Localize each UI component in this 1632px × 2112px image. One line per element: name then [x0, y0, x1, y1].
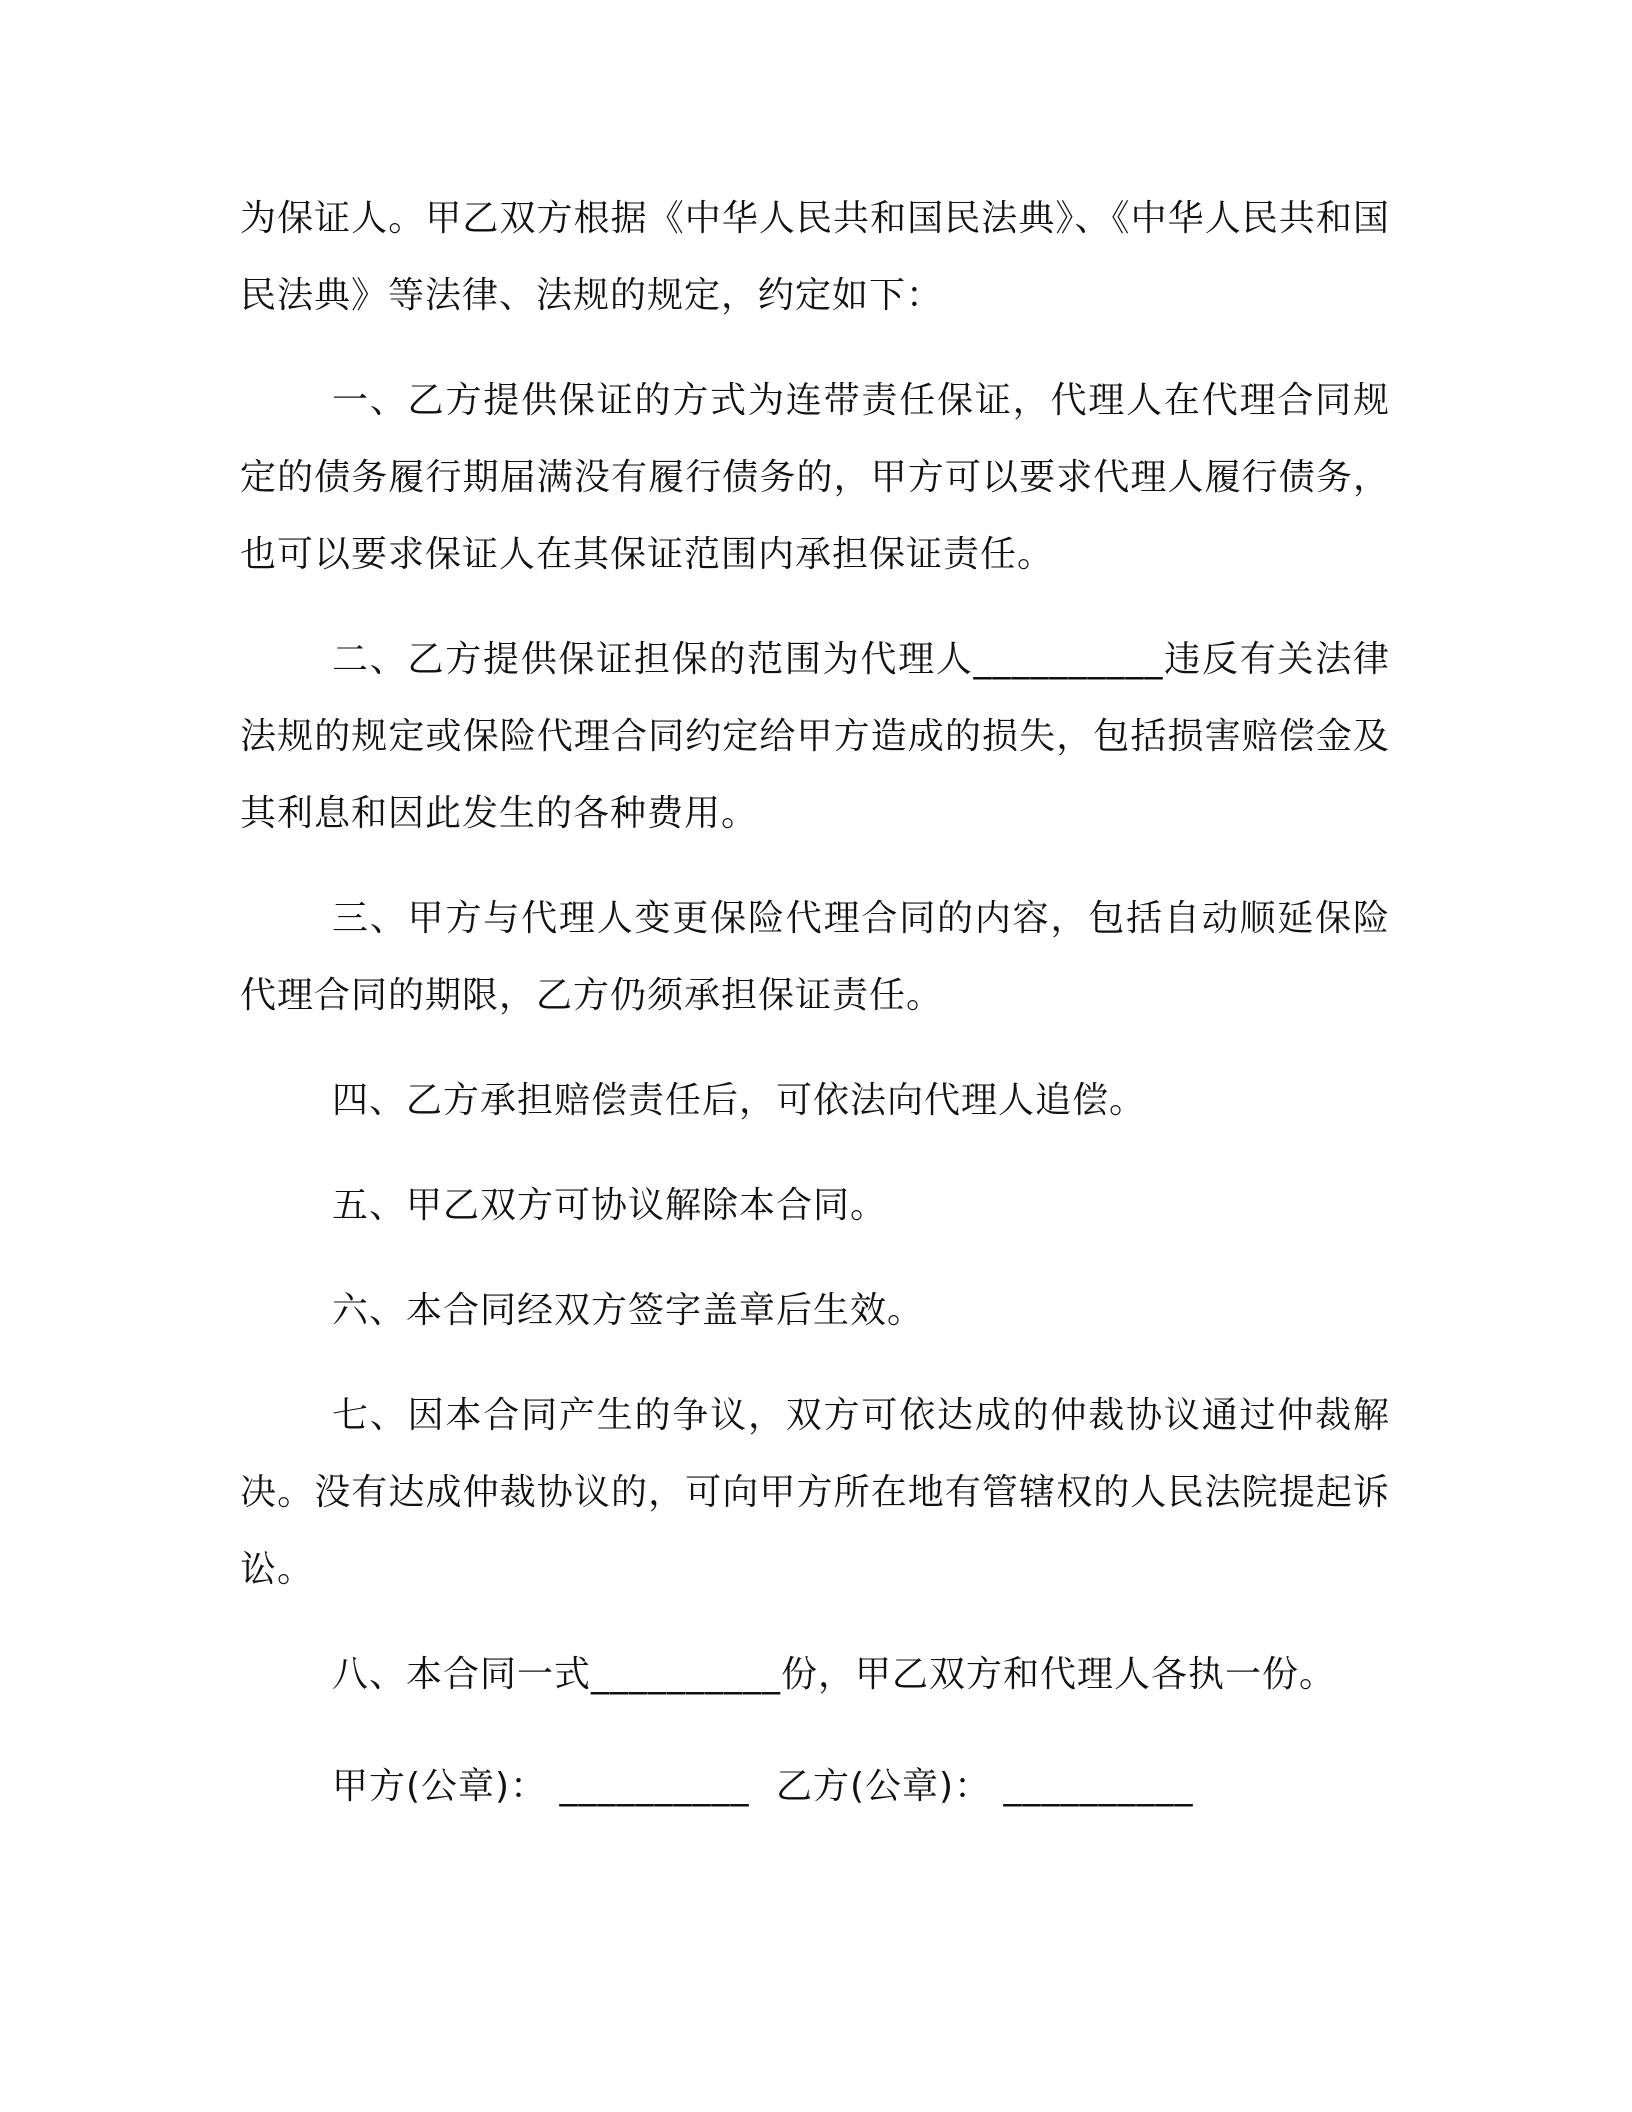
party-b-blank: __________	[1003, 1766, 1194, 1807]
party-b-label: 乙方(公章)：	[776, 1766, 992, 1807]
clause-4: 四、乙方承担赔偿责任后，可依法向代理人追偿。	[332, 1080, 1147, 1121]
party-a-blank: __________	[559, 1766, 750, 1807]
clause-6: 六、本合同经双方签字盖章后生效。	[332, 1290, 925, 1331]
clause-2: 二、乙方提供保证担保的范围为代理人__________违反有关法律法规的规定或保险代理合同约定给甲方造成的损失，包括损害赔偿金及其利息和因此发生的各种费用。	[240, 639, 1390, 834]
document-body	[240, 180, 1390, 1713]
clause-3: 三、甲方与代理人变更保险代理合同的内容，包括自动顺延保险代理合同的期限，乙方仍须承担保证责任。	[240, 898, 1390, 1016]
signature-line	[332, 1748, 1194, 1825]
clause-7: 七、因本合同产生的争议，双方可依达成的仲裁协议通过仲裁解决。没有达成仲裁协议的，可向甲方所在地有管辖权的人民法院提起诉讼。	[240, 1395, 1390, 1590]
clause-1: 一、乙方提供保证的方式为连带责任保证，代理人在代理合同规定的债务履行期届满没有履行债务的，甲方可以要求代理人履行债务，也可以要求保证人在其保证范围内承担保证责任。	[240, 380, 1390, 575]
intro-paragraph: 为保证人。甲乙双方根据《中华人民共和国民法典》、《中华人民共和国民法典》等法律、法规的规定，约定如下：	[240, 198, 1390, 316]
party-a-label: 甲方(公章)：	[332, 1766, 548, 1807]
clause-5: 五、甲乙双方可协议解除本合同。	[332, 1185, 888, 1226]
clause-8: 八、本合同一式__________份，甲乙双方和代理人各执一份。	[332, 1654, 1337, 1695]
